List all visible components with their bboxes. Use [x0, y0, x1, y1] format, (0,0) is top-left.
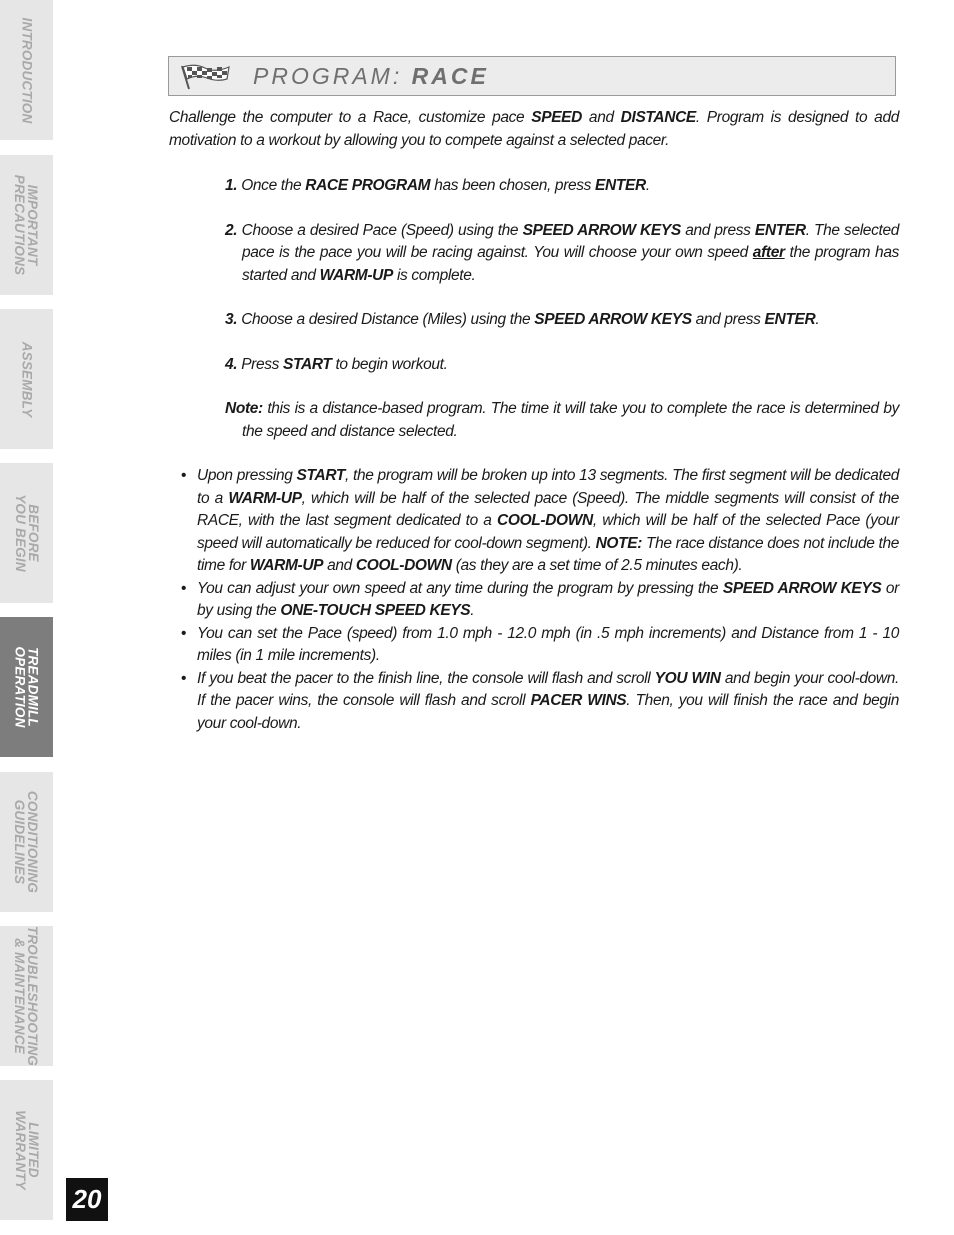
checkered-flag-icon: [179, 62, 231, 90]
step-text: Once the: [237, 177, 306, 194]
bullet-text: You can adjust your own speed at any time during the program by pressing the: [197, 579, 723, 597]
tab-treadmill-operation[interactable]: [0, 617, 53, 757]
tab-label: BEFORE YOU BEGIN: [12, 494, 41, 572]
step-keyword: RACE PROGRAM: [305, 177, 431, 194]
bullet-keyword: WARM-UP: [228, 489, 302, 507]
page-number: 20: [66, 1178, 108, 1221]
step-text: is complete.: [393, 266, 476, 284]
step-text: to begin workout.: [331, 355, 448, 373]
step-3: [169, 309, 899, 332]
tab-label: INTRODUCTION: [19, 17, 34, 123]
step-text: has been chosen, press: [430, 177, 596, 194]
bullet-keyword: START: [296, 467, 346, 484]
bullet-text: . Then, you will finish the race and begin your cool-down.: [197, 692, 899, 732]
bullet-keyword: SPEED ARROW KEYS: [722, 579, 882, 597]
step-number: 3.: [225, 311, 238, 328]
bullet-text: The race distance does not include the time for: [197, 534, 899, 574]
list-item: [169, 465, 899, 578]
bullet-text: .: [470, 602, 475, 619]
step-text: and press: [680, 221, 755, 239]
step-text: Choose a desired Distance (Miles) using the: [237, 311, 535, 328]
title-emphasis: RACE: [411, 62, 489, 89]
note-label: Note:: [225, 400, 263, 417]
bullet-text: , which will be half of the selected Pace (your speed will automatically be reduced for cool-down segment).: [197, 512, 899, 552]
tab-label: TROUBLESHOOTING & MAINTENANCE: [12, 925, 41, 1067]
bullet-keyword: WARM-UP: [249, 557, 324, 574]
step-text: .: [645, 177, 650, 194]
title-prefix: PROGRAM:: [253, 62, 412, 89]
bullet-keyword: ONE-TOUCH SPEED KEYS: [280, 602, 471, 619]
intro-keyword: DISTANCE: [620, 109, 696, 126]
step-text: the program has started and: [242, 244, 899, 284]
program-description: [169, 107, 899, 735]
step-2: [169, 220, 899, 288]
step-text: Choose a desired Pace (Speed) using the: [237, 221, 523, 239]
bullet-text: (as they are a set time of 2.5 minutes each).: [451, 557, 743, 574]
tab-before-you-begin[interactable]: [0, 463, 53, 603]
step-number: 4.: [225, 355, 238, 373]
step-keyword: ENTER: [595, 177, 646, 194]
tab-label: TREADMILL OPERATION: [12, 646, 41, 728]
step-text: and press: [691, 311, 765, 328]
intro-text: . Program is designed to add motivation to a workout by allowing you to compete against a selected pacer.: [169, 109, 899, 149]
step-text: .: [815, 311, 820, 328]
intro-text: Challenge the computer to a Race, customize pace: [169, 109, 532, 126]
intro-paragraph: [169, 107, 899, 152]
bullet-icon: •: [181, 624, 187, 642]
step-text: Press: [237, 355, 284, 373]
bullet-keyword: YOU WIN: [654, 669, 721, 687]
bullet-keyword: COOL-DOWN: [497, 512, 593, 529]
tab-troubleshooting-maintenance[interactable]: [0, 926, 53, 1066]
step-keyword: WARM-UP: [319, 266, 393, 284]
tab-assembly[interactable]: [0, 309, 53, 449]
step-emphasis: after: [752, 244, 785, 261]
program-header: [168, 56, 896, 96]
step-keyword: START: [283, 355, 332, 373]
list-item: [169, 668, 899, 736]
step-keyword: ENTER: [764, 311, 816, 328]
step-number: 2.: [225, 221, 238, 239]
list-item: [169, 578, 899, 623]
info-bullets: [169, 465, 899, 735]
step-keyword: SPEED ARROW KEYS: [522, 221, 681, 239]
note-text: this is a distance-based program. The time it will take you to complete the race is determined by the speed and distance selected.: [242, 400, 899, 440]
bullet-keyword: PACER WINS: [530, 692, 627, 709]
bullet-text: , which will be half of the selected pace (Speed). The middle segments will consist of the RACE, with the last segment dedicated to a: [197, 489, 899, 529]
tab-limited-warranty[interactable]: [0, 1080, 53, 1220]
bullet-text: , the program will be broken up into 13 segments. The first segment will be dedicated to a: [197, 467, 899, 507]
tab-introduction[interactable]: [0, 0, 53, 140]
step-1: [169, 175, 899, 198]
tab-conditioning-guidelines[interactable]: [0, 772, 53, 912]
step-number: 1.: [225, 177, 238, 194]
bullet-keyword: NOTE:: [595, 534, 643, 552]
bullet-text: You can set the Pace (speed) from 1.0 mph - 12.0 mph (in .5 mph increments) and Distance from 1 - 10 miles (in 1 mile increments).: [197, 624, 899, 664]
bullet-keyword: COOL-DOWN: [355, 557, 452, 574]
bullet-icon: •: [181, 669, 187, 687]
note-paragraph: [169, 398, 899, 443]
bullet-icon: •: [181, 467, 187, 484]
step-text: . The selected pace is the pace you will be racing against. You will choose your own speed: [242, 221, 899, 261]
page-title: [253, 63, 489, 90]
bullet-icon: •: [181, 579, 187, 597]
intro-keyword: SPEED: [531, 109, 583, 126]
section-tabs: [0, 0, 53, 1235]
bullet-text: and: [323, 557, 356, 574]
bullet-text: Upon pressing: [197, 467, 297, 484]
bullet-text: and begin your cool-down. If the pacer wins, the console will flash and scroll: [197, 669, 899, 709]
step-keyword: ENTER: [754, 221, 806, 239]
bullet-text: or by using the: [197, 579, 899, 619]
step-4: [169, 354, 899, 377]
tab-label: IMPORTANT PRECAUTIONS: [12, 174, 41, 276]
tab-important-precautions[interactable]: [0, 155, 53, 295]
tab-label: LIMITED WARRANTY: [12, 1110, 41, 1190]
step-keyword: SPEED ARROW KEYS: [534, 311, 692, 328]
tab-label: ASSEMBLY: [19, 341, 35, 417]
list-item: [169, 623, 899, 668]
intro-text: and: [582, 109, 621, 126]
bullet-text: If you beat the pacer to the finish line, the console will flash and scroll: [197, 669, 655, 687]
tab-label: CONDITIONING GUIDELINES: [12, 790, 41, 894]
